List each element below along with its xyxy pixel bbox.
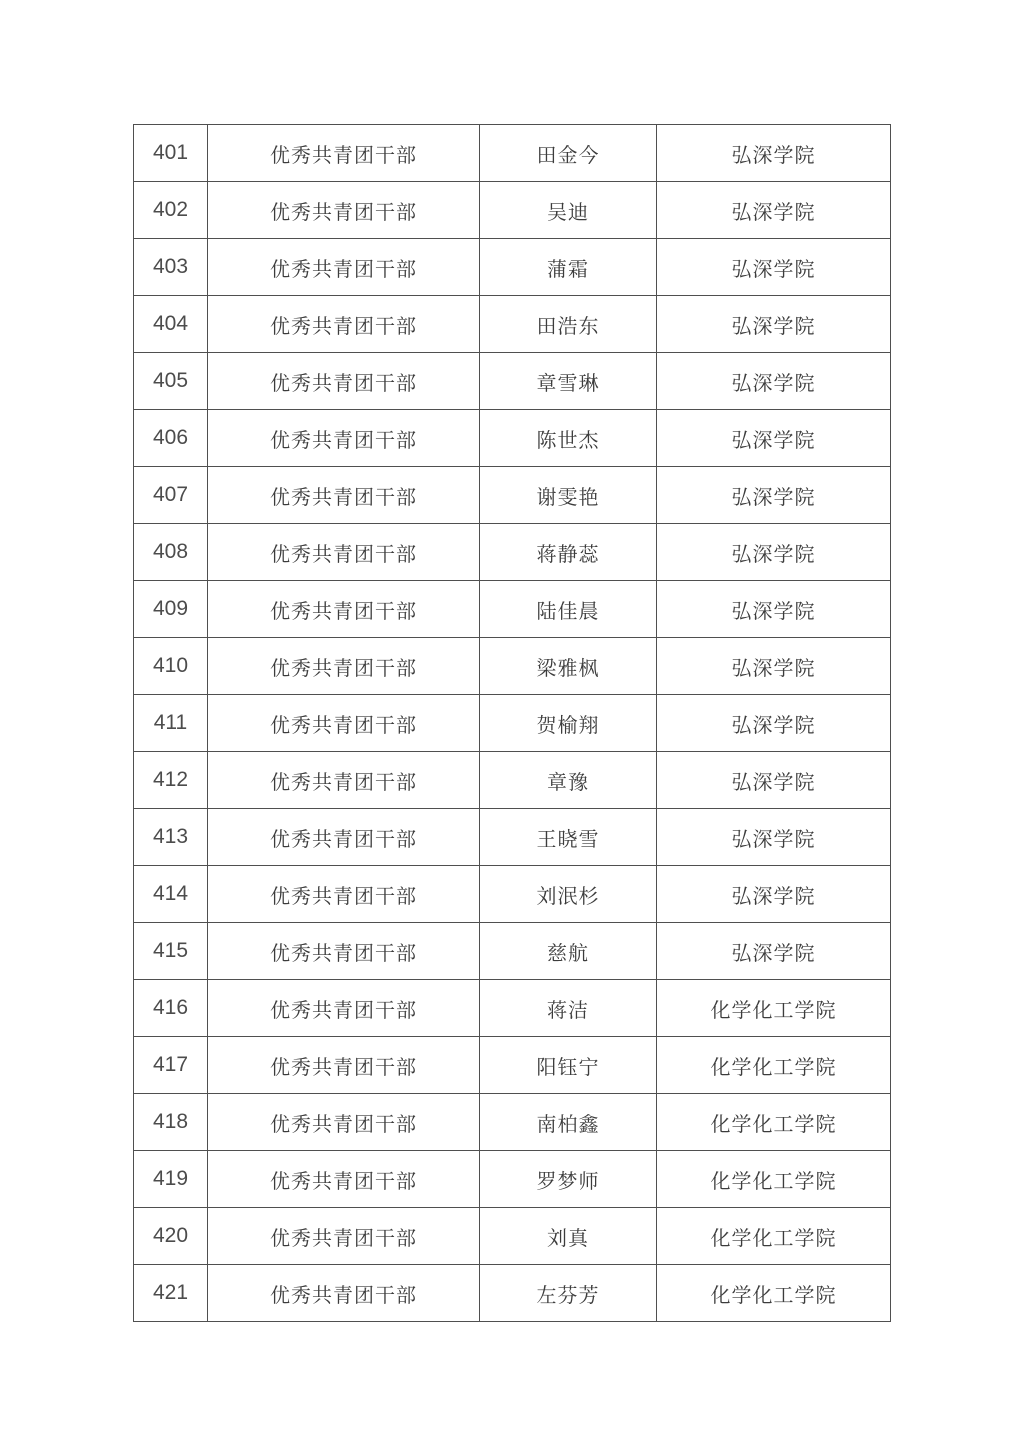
cell-no: 406 (134, 410, 208, 467)
cell-college: 弘深学院 (657, 752, 891, 809)
cell-award: 优秀共青团干部 (208, 866, 480, 923)
table-row (134, 125, 891, 182)
cell-no: 418 (134, 1094, 208, 1151)
cell-award: 优秀共青团干部 (208, 125, 480, 182)
table-row (134, 923, 891, 980)
cell-award: 优秀共青团干部 (208, 467, 480, 524)
award-recipients-table (133, 124, 891, 1322)
cell-name: 吴迪 (480, 182, 657, 239)
cell-no: 414 (134, 866, 208, 923)
cell-no: 411 (134, 695, 208, 752)
cell-award: 优秀共青团干部 (208, 410, 480, 467)
cell-college: 化学化工学院 (657, 1208, 891, 1265)
cell-award: 优秀共青团干部 (208, 980, 480, 1037)
cell-no: 401 (134, 125, 208, 182)
cell-name: 陆佳晨 (480, 581, 657, 638)
cell-name: 田金今 (480, 125, 657, 182)
cell-college: 弘深学院 (657, 467, 891, 524)
cell-name: 陈世杰 (480, 410, 657, 467)
cell-no: 403 (134, 239, 208, 296)
cell-name: 梁雅枫 (480, 638, 657, 695)
cell-name: 田浩东 (480, 296, 657, 353)
table-row (134, 1265, 891, 1322)
cell-college: 弘深学院 (657, 923, 891, 980)
table-row (134, 1094, 891, 1151)
cell-name: 刘真 (480, 1208, 657, 1265)
cell-award: 优秀共青团干部 (208, 1151, 480, 1208)
cell-award: 优秀共青团干部 (208, 1265, 480, 1322)
cell-college: 弘深学院 (657, 296, 891, 353)
cell-college: 弘深学院 (657, 638, 891, 695)
cell-award: 优秀共青团干部 (208, 1094, 480, 1151)
table-row (134, 695, 891, 752)
cell-award: 优秀共青团干部 (208, 695, 480, 752)
table-row (134, 1037, 891, 1094)
cell-college: 弘深学院 (657, 410, 891, 467)
cell-award: 优秀共青团干部 (208, 524, 480, 581)
table-row (134, 638, 891, 695)
cell-award: 优秀共青团干部 (208, 1037, 480, 1094)
cell-name: 蒋洁 (480, 980, 657, 1037)
table-row (134, 980, 891, 1037)
cell-award: 优秀共青团干部 (208, 296, 480, 353)
cell-no: 412 (134, 752, 208, 809)
cell-no: 421 (134, 1265, 208, 1322)
cell-no: 407 (134, 467, 208, 524)
cell-college: 弘深学院 (657, 182, 891, 239)
table-row (134, 809, 891, 866)
cell-no: 417 (134, 1037, 208, 1094)
award-table-body (134, 125, 891, 1322)
table-row (134, 1151, 891, 1208)
table-row (134, 1208, 891, 1265)
cell-award: 优秀共青团干部 (208, 353, 480, 410)
cell-no: 415 (134, 923, 208, 980)
table-row (134, 182, 891, 239)
table-row (134, 353, 891, 410)
table-row (134, 752, 891, 809)
cell-college: 弘深学院 (657, 239, 891, 296)
cell-college: 化学化工学院 (657, 1265, 891, 1322)
table-row (134, 866, 891, 923)
cell-no: 408 (134, 524, 208, 581)
cell-no: 410 (134, 638, 208, 695)
cell-name: 王晓雪 (480, 809, 657, 866)
cell-award: 优秀共青团干部 (208, 752, 480, 809)
cell-award: 优秀共青团干部 (208, 1208, 480, 1265)
table-row (134, 467, 891, 524)
cell-name: 刘泯杉 (480, 866, 657, 923)
cell-college: 弘深学院 (657, 524, 891, 581)
cell-award: 优秀共青团干部 (208, 581, 480, 638)
cell-college: 弘深学院 (657, 581, 891, 638)
cell-name: 蒲霜 (480, 239, 657, 296)
cell-name: 左芬芳 (480, 1265, 657, 1322)
cell-name: 章豫 (480, 752, 657, 809)
cell-college: 弘深学院 (657, 866, 891, 923)
cell-college: 化学化工学院 (657, 980, 891, 1037)
cell-name: 南柏鑫 (480, 1094, 657, 1151)
table-row (134, 524, 891, 581)
cell-name: 慈航 (480, 923, 657, 980)
cell-college: 弘深学院 (657, 125, 891, 182)
cell-college: 化学化工学院 (657, 1094, 891, 1151)
table-row (134, 581, 891, 638)
cell-award: 优秀共青团干部 (208, 239, 480, 296)
cell-college: 化学化工学院 (657, 1037, 891, 1094)
cell-no: 405 (134, 353, 208, 410)
cell-name: 贺榆翔 (480, 695, 657, 752)
cell-name: 章雪琳 (480, 353, 657, 410)
table-row (134, 239, 891, 296)
cell-college: 弘深学院 (657, 809, 891, 866)
cell-no: 409 (134, 581, 208, 638)
table-row (134, 296, 891, 353)
cell-no: 419 (134, 1151, 208, 1208)
cell-award: 优秀共青团干部 (208, 182, 480, 239)
cell-name: 谢雯艳 (480, 467, 657, 524)
cell-award: 优秀共青团干部 (208, 638, 480, 695)
cell-name: 蒋静蕊 (480, 524, 657, 581)
cell-no: 416 (134, 980, 208, 1037)
cell-college: 化学化工学院 (657, 1151, 891, 1208)
cell-award: 优秀共青团干部 (208, 923, 480, 980)
cell-college: 弘深学院 (657, 695, 891, 752)
table-row (134, 410, 891, 467)
cell-no: 420 (134, 1208, 208, 1265)
cell-college: 弘深学院 (657, 353, 891, 410)
cell-award: 优秀共青团干部 (208, 809, 480, 866)
cell-name: 阳钰宁 (480, 1037, 657, 1094)
cell-no: 402 (134, 182, 208, 239)
cell-no: 413 (134, 809, 208, 866)
cell-no: 404 (134, 296, 208, 353)
cell-name: 罗梦师 (480, 1151, 657, 1208)
